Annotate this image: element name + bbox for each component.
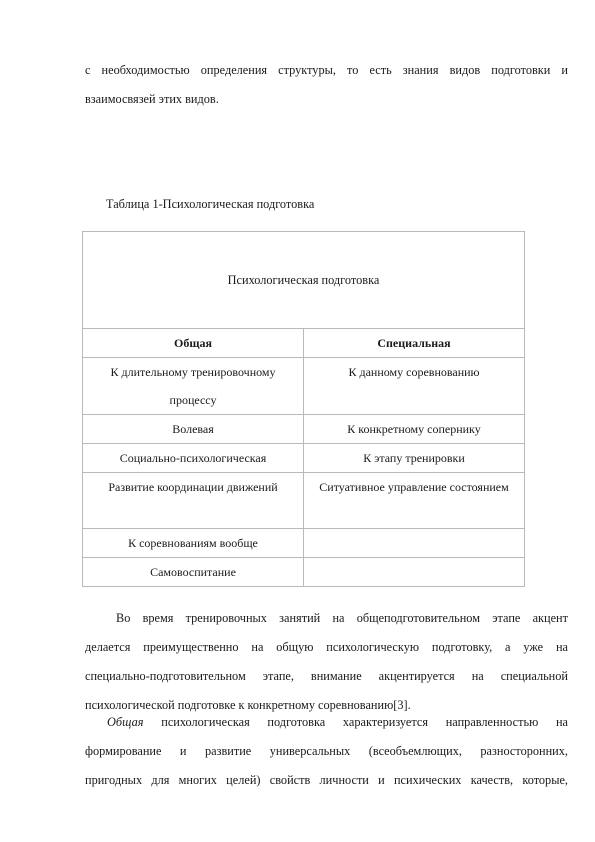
table-cell: К данному соревнованию xyxy=(304,358,525,415)
header-general: Общая xyxy=(83,329,304,358)
intro-line-2: взаимосвязей этих видов. xyxy=(85,92,219,106)
para2-line-3: пригодных для многих целей) свойств личности и психических качеств, которые, xyxy=(85,773,568,787)
table-cell: К конкретному сопернику xyxy=(304,415,525,444)
para1-line-1: Во время тренировочных занятий на общеподготовительном этапе акцент xyxy=(116,611,568,625)
table-cell: К длительному тренировочному процессу xyxy=(83,358,304,415)
psychological-training-table xyxy=(82,231,525,587)
table-cell xyxy=(304,529,525,558)
header-special: Специальная xyxy=(304,329,525,358)
body-paragraph-1 xyxy=(85,604,568,720)
table-cell xyxy=(304,558,525,587)
para2-line-1-rest: психологическая подготовка характеризуется направленностью на xyxy=(161,715,568,729)
table-cell: Ситуативное управление состоянием xyxy=(304,473,525,529)
para2-line-2: формирование и развитие универсальных (всеобъемлющих, разносторонних, xyxy=(85,744,568,758)
table-cell: Самовоспитание xyxy=(83,558,304,587)
para1-line-2: делается преимущественно на общую психологическую подготовку, а уже на xyxy=(85,640,568,654)
intro-paragraph xyxy=(85,56,568,114)
table-cell: Развитие координации движений xyxy=(83,473,304,529)
body-paragraph-2 xyxy=(85,708,568,795)
para1-line-4: психологической подготовке к конкретному соревнованию[3]. xyxy=(85,698,411,712)
table-cell: Социально-психологическая xyxy=(83,444,304,473)
italic-term: Общая xyxy=(107,715,144,729)
para1-line-3: специально-подготовительном этапе, внимание акцентируется на специальной xyxy=(85,669,568,683)
table-caption: Таблица 1-Психологическая подготовка xyxy=(106,197,315,211)
table-cell: К этапу тренировки xyxy=(304,444,525,473)
table-cell: К соревнованиям вообще xyxy=(83,529,304,558)
intro-line-1: с необходимостью определения структуры, то есть знания видов подготовки и xyxy=(85,63,568,77)
para2-line-1 xyxy=(85,708,568,737)
table-title: Психологическая подготовка xyxy=(83,232,525,329)
table-cell: Волевая xyxy=(83,415,304,444)
